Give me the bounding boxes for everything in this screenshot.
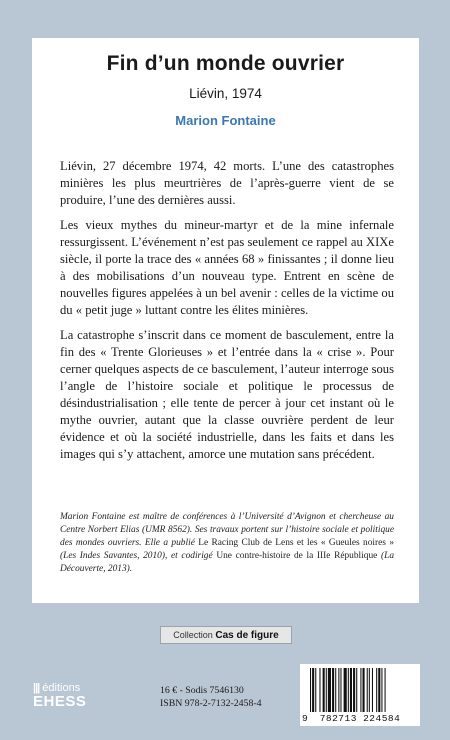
blurb-paragraph-1: Liévin, 27 décembre 1974, 42 morts. L’une des catastrophes minières les plus meurtrières de l’après-guerre vient de se produire, l’une des dernières aussi.: [60, 159, 394, 207]
blurb: [60, 158, 394, 471]
blurb-paragraph-3: La catastrophe s’inscrit dans ce moment de basculement, entre la fin des « Trente Glorieuses » et l’entrée dans la « crise ». Pour cerner quelques aspects de ce basculement, l’auteur interroge sous l’angle de l’histoire sociale et politique le processus de désindustrialisation ; elle tente de percer à jour cet instant où le mythe ouvrier, autant que la classe ouvrière perdent de leur évidence et où la société industrielle, dans les faits et dans les images qui s’y attachent, amorce une mutation sans précédent.: [60, 328, 394, 461]
book-author: Marion Fontaine: [175, 113, 276, 128]
blurb-paragraph-2: Les vieux mythes du mineur-martyr et de la mine infernale ressurgissent. L’événement n’est pas seulement ce rappel au XIXe siècle, il porte la trace des « années 68 » finissantes ; il donne lieu à des mobilisations d’un nouveau type. Entrent en scène de nouvelles figures appelées à un bel avenir : celles de la victime ou du « petit juge » luttant contre les élites minières.: [60, 218, 394, 317]
author-bio: [60, 511, 394, 576]
price-line: 16 € - Sodis 7546130: [160, 685, 244, 696]
collection-label: Collection: [173, 630, 213, 640]
bio-book-1: Le Racing Club de Lens et les « Gueules noires »: [198, 538, 395, 548]
barcode-digits: 782713 224584: [319, 713, 401, 724]
collection-badge: [160, 626, 292, 644]
bio-text-3: (La Découverte, 2013).: [60, 551, 395, 574]
barcode-bars-icon: [308, 668, 414, 712]
publisher-line1: éditions: [42, 682, 81, 694]
publisher-bars-icon: |||: [33, 682, 40, 694]
publisher-line2: EHESS: [33, 693, 87, 710]
back-cover-panel: [32, 38, 419, 603]
isbn-line: ISBN 978-2-7132-2458-4: [160, 698, 262, 709]
bio-text-2: (Les Indes Savantes, 2010), et codirigé: [60, 551, 213, 561]
publisher-logo: [33, 682, 86, 710]
book-title: Fin d’un monde ouvrier: [106, 52, 345, 75]
bio-book-2: Une contre-histoire de la IIIe République: [216, 551, 378, 561]
book-subtitle: Liévin, 1974: [189, 86, 262, 101]
bio-text-1: Marion Fontaine est maître de conférences à l’Université d’Avignon et chercheuse au Centre Norbert Elias (UMR 8562). Ses travaux portent sur l’histoire sociale et politique des mondes ouvriers. Elle a publié: [60, 512, 394, 548]
price-info: [160, 684, 262, 710]
barcode-first-digit: 9: [302, 713, 308, 724]
barcode: [300, 664, 420, 726]
collection-name: Cas de figure: [215, 630, 279, 641]
